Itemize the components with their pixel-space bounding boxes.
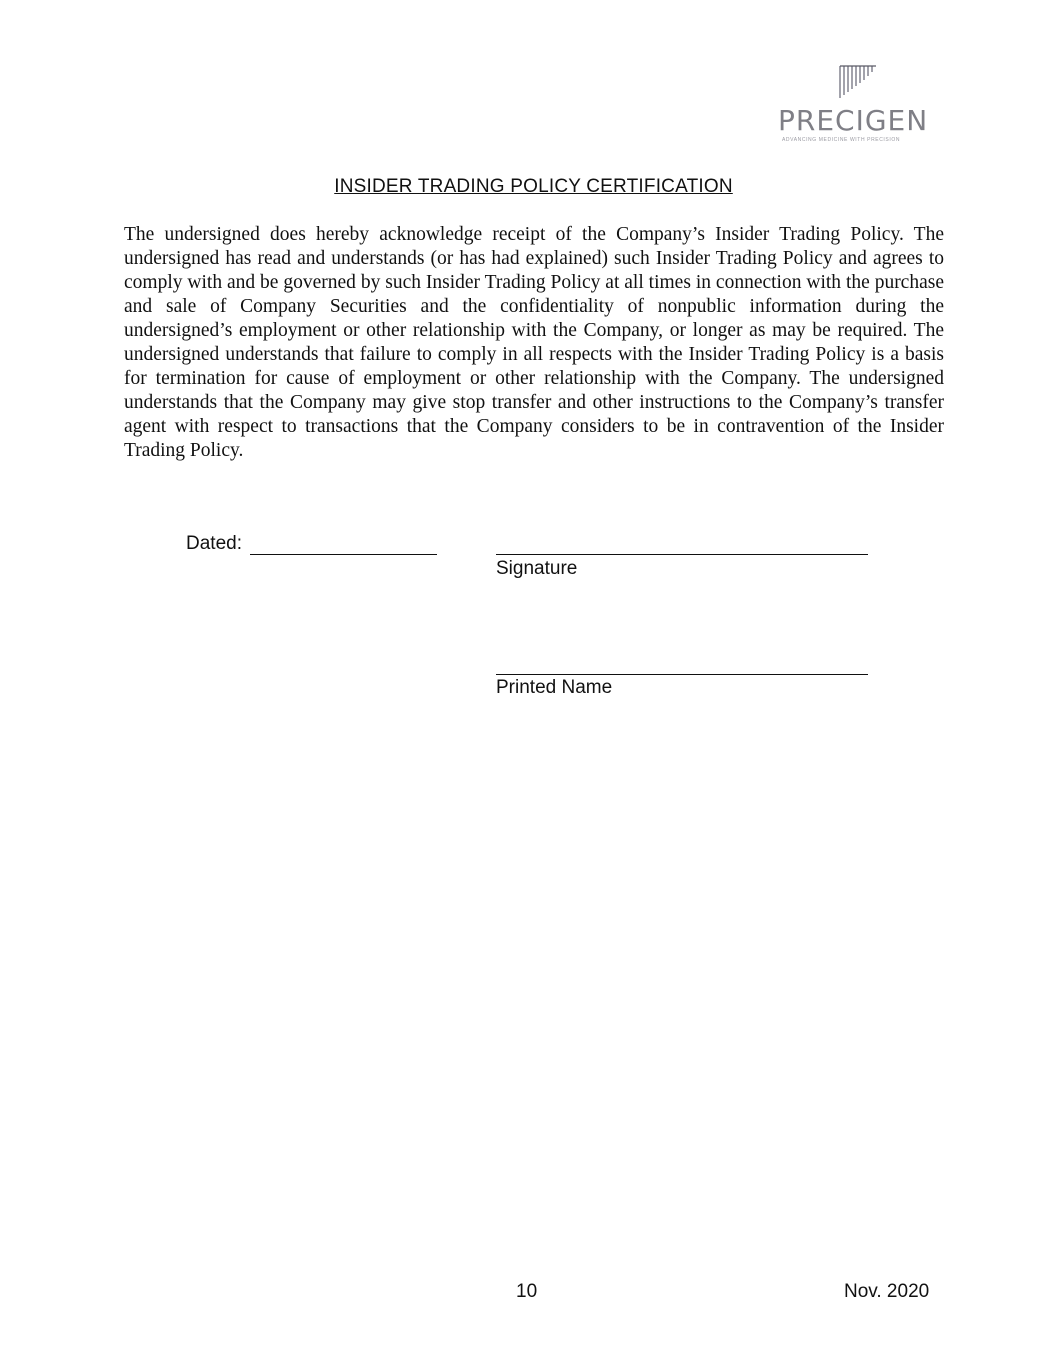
certification-paragraph: The undersigned does hereby acknowledge receipt of the Company’s Insider Trading Policy. The undersigned has read and understands (or has had explained) such Insider Trading Policy and agrees to comply with and be governed by such Insider Trading Policy at all times in connection with the purchase and sale of Company Securities and the confidentiality of nonpublic information during the undersigned’s employment or other relationship with the Company, or longer as may be required. The undersigned understands that failure to comply in all respects with the Insider Trading Policy is a basis for termination for cause of employment or other relationship with the Company. The undersigned understands that the Company may give stop transfer and other instructions to the Company’s transfer agent with respect to transactions that the Company considers to be in contravention of the Insider Trading Policy.	[124, 224, 944, 461]
printed-name-blank-line[interactable]	[496, 674, 868, 675]
logo-tagline: ADVANCING MEDICINE WITH PRECISION	[782, 137, 901, 143]
printed-name-label: Printed Name	[496, 677, 613, 698]
dated-label: Dated:	[186, 533, 242, 554]
page-number: 10	[516, 1281, 538, 1302]
signature-label: Signature	[496, 558, 578, 579]
dated-blank-line[interactable]	[250, 554, 437, 555]
footer-date: Nov. 2020	[844, 1281, 930, 1302]
logo-mark-icon	[838, 64, 878, 104]
signature-blank-line[interactable]	[496, 554, 868, 555]
document-title: INSIDER TRADING POLICY CERTIFICATION	[334, 176, 733, 197]
logo-wordmark: PRECIGEN	[778, 104, 929, 137]
company-logo	[778, 60, 929, 150]
